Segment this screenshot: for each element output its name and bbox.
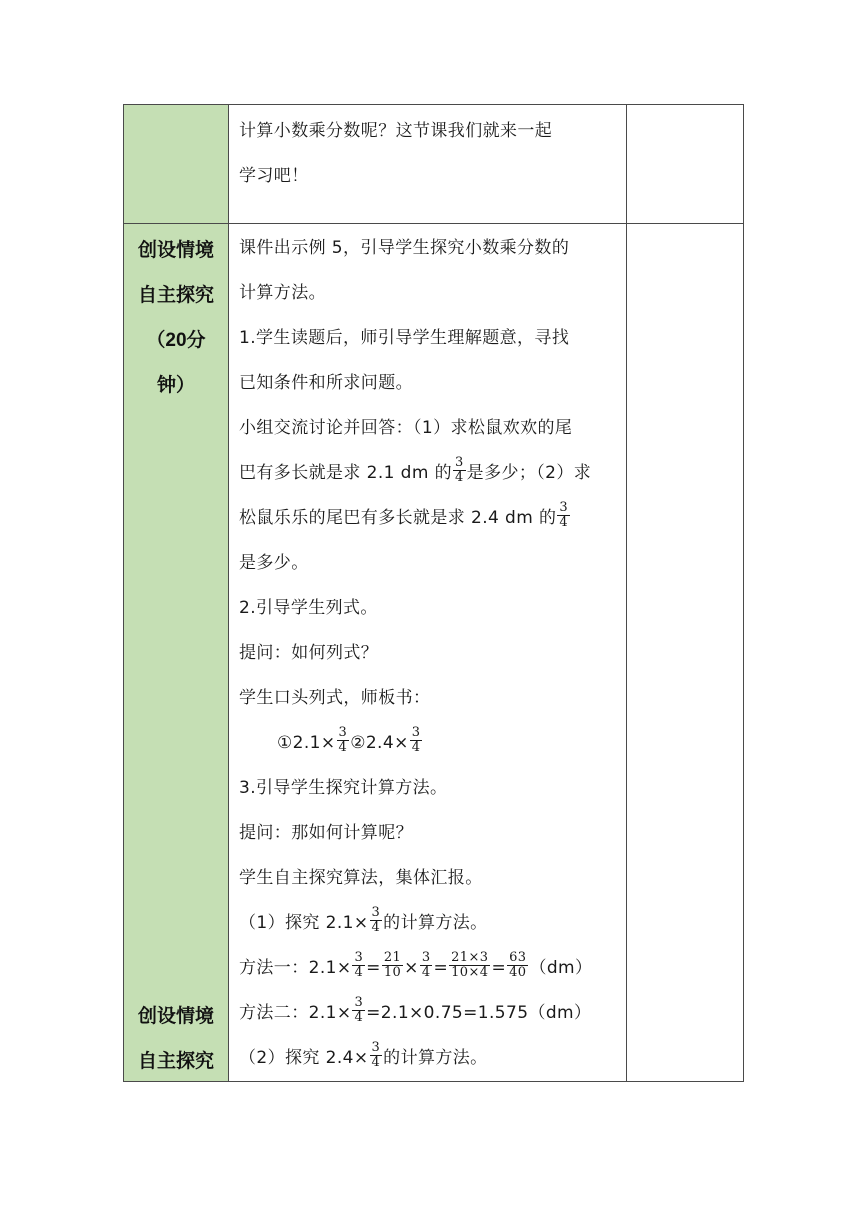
fraction xyxy=(449,951,490,979)
fraction-numerator: 3 xyxy=(371,1039,381,1055)
text-span: =2.1×0.75=1.575（dm） xyxy=(366,1003,592,1023)
section-label-cell xyxy=(124,224,229,1082)
fraction-numerator: 3 xyxy=(371,904,381,920)
text-line: 2.引导学生列式。 xyxy=(239,598,378,618)
fraction-numerator: 3 xyxy=(559,499,569,515)
fraction-denominator: 4 xyxy=(371,919,381,935)
section-label-line: （20分 xyxy=(146,330,206,351)
fraction-denominator: 4 xyxy=(371,1054,381,1070)
text-span: ①2.1× xyxy=(277,733,336,753)
text-line xyxy=(239,496,618,541)
text-span: 方法一：2.1× xyxy=(239,958,352,978)
fraction xyxy=(507,951,528,979)
fraction-denominator: 4 xyxy=(411,739,421,755)
text-line: 计算方法。 xyxy=(239,283,326,303)
section-label-line: 自主探究 xyxy=(137,1051,214,1072)
text-line: 课件出示例 5，引导学生探究小数乘分数的 xyxy=(239,238,570,258)
notes-cell xyxy=(627,105,744,224)
text-line: 计算小数乘分数呢？这节课我们就来一起 xyxy=(239,121,553,141)
fraction-numerator: 3 xyxy=(354,994,364,1010)
fraction-denominator: 10×4 xyxy=(451,964,489,980)
text-span: 的计算方法。 xyxy=(383,1048,488,1068)
table-row xyxy=(124,105,744,224)
text-span: ②2.4× xyxy=(350,733,409,753)
fraction xyxy=(453,456,466,484)
lesson-plan-table xyxy=(123,104,744,1082)
fraction-numerator: 21×3 xyxy=(451,949,489,965)
table-row xyxy=(124,224,744,1082)
fraction xyxy=(370,906,383,934)
fraction-numerator: 63 xyxy=(509,949,527,965)
fraction-denominator: 4 xyxy=(338,739,348,755)
text-line: 学生口头列式，师板书： xyxy=(239,688,431,708)
text-line: 小组交流讨论并回答：（1）求松鼠欢欢的尾 xyxy=(239,418,573,438)
fraction-numerator: 3 xyxy=(455,454,464,470)
section-label-line: 创设情境 xyxy=(137,1006,214,1027)
text-line xyxy=(239,901,618,946)
content-cell xyxy=(229,105,627,224)
text-line: 提问：那如何计算呢？ xyxy=(239,823,413,843)
section-label-line: 自主探究 xyxy=(137,285,214,306)
text-line xyxy=(239,451,618,496)
text-line: 学生自主探究算法，集体汇报。 xyxy=(239,868,483,888)
fraction-denominator: 4 xyxy=(421,964,431,980)
text-line: 提问：如何列式？ xyxy=(239,643,379,663)
fraction xyxy=(352,951,365,979)
notes-cell xyxy=(627,224,744,1082)
section-label-line: 钟） xyxy=(156,375,195,396)
text-span: 的计算方法。 xyxy=(383,913,488,933)
fraction xyxy=(370,1041,383,1069)
fraction xyxy=(352,996,365,1024)
text-line xyxy=(239,1036,618,1081)
formula-line xyxy=(239,721,618,766)
section-label-cell xyxy=(124,105,229,224)
times-sign: × xyxy=(404,958,419,978)
fraction-numerator: 3 xyxy=(338,724,348,740)
unit-label: （dm） xyxy=(529,958,593,978)
fraction xyxy=(382,951,403,979)
formula-line xyxy=(239,946,618,991)
content-cell xyxy=(229,224,627,1082)
text-span: 方法二：2.1× xyxy=(239,1003,352,1023)
text-span: （2）探究 2.4× xyxy=(239,1048,369,1068)
formula-line xyxy=(239,991,618,1036)
fraction xyxy=(410,726,423,754)
fraction-denominator: 4 xyxy=(455,469,464,485)
text-span: （1）探究 2.1× xyxy=(239,913,369,933)
fraction-denominator: 4 xyxy=(559,514,569,530)
text-span: 巴有多长就是求 2.1 dm 的 xyxy=(239,463,452,483)
equals-sign: = xyxy=(366,958,381,978)
fraction-numerator: 3 xyxy=(354,949,364,965)
fraction-numerator: 3 xyxy=(411,724,421,740)
text-line: 3.引导学生探究计算方法。 xyxy=(239,778,448,798)
equals-sign: = xyxy=(491,958,507,978)
section-label xyxy=(124,994,228,1084)
text-span: 松鼠乐乐的尾巴有多长就是求 2.4 dm 的 xyxy=(239,508,557,528)
text-line: 已知条件和所求问题。 xyxy=(239,373,413,393)
section-label-line: 创设情境 xyxy=(137,240,214,261)
fraction-denominator: 40 xyxy=(509,964,527,980)
fraction xyxy=(557,501,570,529)
fraction-numerator: 3 xyxy=(421,949,431,965)
section-label xyxy=(124,228,228,408)
text-span: 是多少；（2）求 xyxy=(466,463,592,483)
text-line: 1.学生读题后，师引导学生理解题意，寻找 xyxy=(239,328,570,348)
fraction-denominator: 4 xyxy=(354,964,364,980)
text-line: 学习吧！ xyxy=(239,166,309,186)
fraction-numerator: 21 xyxy=(383,949,402,965)
fraction-denominator: 4 xyxy=(354,1009,364,1025)
text-line: 是多少。 xyxy=(239,553,309,573)
fraction xyxy=(420,951,433,979)
fraction-denominator: 10 xyxy=(383,964,402,980)
equals-sign: = xyxy=(433,958,449,978)
fraction xyxy=(337,726,350,754)
